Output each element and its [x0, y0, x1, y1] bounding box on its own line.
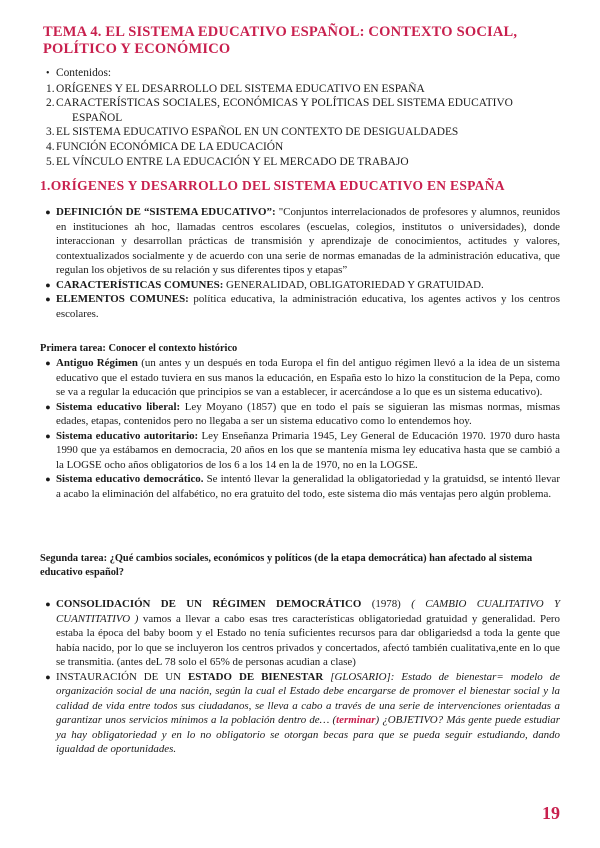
characteristics-label: CARACTERÍSTICAS COMUNES:	[56, 278, 224, 291]
item-label: Sistema educativo democrático.	[56, 473, 204, 485]
contents-heading-row	[46, 66, 566, 82]
list-item	[40, 597, 560, 670]
contents-item-number: 1.	[46, 82, 55, 95]
contents-item-text: ESPAÑOL	[72, 111, 123, 124]
item-label: Antiguo Régimen	[56, 357, 138, 369]
item-glossary: [GLOSARIO]: Estado de bienestar= modelo de organización social de una nación, según la cual el Estado debe encargarse de promover el bienestar social y la calidad de vida entre todos sus ciudadanos, se lleva a cabo a través de una serie de intervenciones orientadas a garantizar unos servicios mínimos a la población dentro de… (	[56, 670, 561, 726]
bullet-icon: ●	[45, 401, 51, 412]
item-label: CONSOLIDACIÓN DE UN RÉGIMEN DEMOCRÁTICO	[56, 598, 362, 610]
elements-label: ELEMENTOS COMUNES:	[56, 293, 189, 305]
contents-item-continuation	[46, 111, 566, 126]
contents-item-number: 5.	[46, 155, 55, 168]
page-number: 19	[542, 803, 560, 823]
item-annotation: ( CAMBIO CUALITATIVO Y CUANTITATIVO )	[56, 598, 560, 625]
list-item	[40, 205, 560, 278]
bullet-icon	[46, 66, 56, 82]
contents-item-text: EL VÍNCULO ENTRE LA EDUCACIÓN Y EL MERCADO DE TRABAJO	[56, 155, 409, 168]
contents-item	[46, 140, 566, 155]
contents-item-text: ORÍGENES Y EL DESARROLLO DEL SISTEMA EDUCATIVO EN ESPAÑA	[56, 82, 425, 95]
task2-body	[40, 597, 560, 757]
contents-item	[46, 82, 566, 97]
item-year: (1978)	[361, 598, 412, 610]
characteristics-text: GENERALIDAD, OBLIGATORIEDAD Y GRATUIDAD.	[223, 278, 484, 291]
item-text: vamos a llevar a cabo esas tres características obligatoriedad gratuidad y generalidad. Pero estaba la época del baby boom y el Estado no tenía suficientes recursos para dar obligariedsd a toda la gente que había nacido, por lo que se incluyeron los centros privados y concertados, afectó también cualitativa,ente en lo que se transmitia. (antes deL 78 solo el 65% de personas acudian a clase)	[56, 612, 560, 668]
contents-item-text: CARACTERÍSTICAS SOCIALES, ECONÓMICAS Y POLÍTICAS DEL SISTEMA EDUCATIVO	[56, 97, 513, 110]
item-label: ESTADO DE BIENESTAR	[188, 670, 324, 683]
contents-item-text: FUNCIÓN ECONÓMICA DE LA EDUCACIÓN	[56, 140, 284, 153]
task1-body	[40, 356, 560, 501]
item-text: Ley Moyano (1857) que en todo el país se siguieran las mismas normas, mismas edades, etapas, contenidos pero no llegaba a ser un sistema educativo como lo entendemos hoy.	[56, 400, 560, 427]
contents-item	[46, 96, 566, 111]
list-item	[40, 670, 560, 757]
section-heading: 1.ORÍGENES Y DESARROLLO DEL SISTEMA EDUCATIVO EN ESPAÑA	[40, 178, 505, 193]
bullet-icon: ●	[45, 358, 51, 368]
task1-heading: Primera tarea: Conocer el contexto histórico	[40, 343, 238, 354]
definition-text: "Conjuntos interrelacionados de profesores y alumnos, reunidos en instituciones ah hoc, llamadas centros escolares (escuelas, colegios, institutos o universidades), donde interaccionan y desarrollan prácticas de transmisión y aprendizaje de conocimientos, actitudes y valores, contextualizados socialmente y de acuerdo con una serie de normas emanadas de la administración educativa, que regulan los objetivos de su relación y sus diferentes tipos y etapas”	[56, 206, 560, 276]
list-item	[40, 356, 560, 400]
item-highlight: terminar	[336, 714, 376, 726]
item-label: Sistema educativo autoritario:	[56, 429, 199, 442]
item-text: Ley Enseñanza Primaria 1945, Ley General de Educación 1970. 1970 duro hasta 1990 que ya estábamos en democracia, 20 años en los que se mantenía misma ley educativa hasta que se cambió a la LOGSE ocho años obligatorios de los 6 a los 14 en la de 1970, no en la LOGSE.	[56, 429, 560, 471]
bullet-icon: ●	[45, 430, 51, 441]
contents-item	[46, 125, 566, 140]
item-label: Sistema educativo liberal:	[56, 400, 181, 413]
definition-label: DEFINICIÓN DE “SISTEMA EDUCATIVO”:	[56, 206, 276, 218]
item-text: (un antes y un después en toda Europa el fin del antiguo régimen llevó a la idea de un sistema educativo que el estado tuviera en sus manos la educación, en España esto lo hizo la constitucion de la Pepa, como se va a regular la educación que principios se van a establecer, ir acercándose a lo que es un sistema educativo).	[56, 357, 560, 398]
list-item	[40, 292, 560, 321]
bullet-icon: ●	[45, 279, 51, 290]
item-objective: ) ¿OBJETIVO? Más gente puede estudiar ya hay obligatoriedad y en lo no obligatorio se otorgan becas para que se pueda seguir estudiando, dando igualdad de oportunidades.	[56, 714, 560, 755]
list-item	[40, 278, 560, 293]
spacer	[46, 111, 56, 126]
contents-item-number: 3.	[46, 126, 55, 139]
document-title: TEMA 4. EL SISTEMA EDUCATIVO ESPAÑOL: CONTEXTO SOCIAL, POLÍTICO Y ECONÓMICO	[43, 24, 518, 57]
item-prefix: INSTAURACIÓN DE UN	[56, 670, 189, 683]
bullet-icon: ●	[45, 207, 51, 217]
task2-heading: Segunda tarea: ¿Qué cambios sociales, económicos y políticos (de la etapa democrática) han afectado al sistema educativo español?	[40, 553, 533, 578]
item-text: Se intentó llevar la generalidad la obligatoriedad y la gratuidsd, se intentó llevar a acabo la eliminación del alfabético, no era gratuito del todo, este sistema dio más ventajas pero algún problema.	[56, 473, 560, 500]
list-item	[40, 400, 560, 429]
bullet-icon: ●	[45, 474, 51, 484]
contents-list	[46, 66, 566, 169]
bullet-icon: ●	[45, 294, 51, 304]
elements-text: política educativa, la administración educativa, los agentes activos y los centros escolares.	[56, 293, 560, 320]
bullet-icon: ●	[45, 599, 51, 609]
list-item	[40, 472, 560, 501]
bullet-icon: ●	[45, 671, 51, 682]
contents-item	[46, 155, 566, 170]
list-item	[40, 429, 560, 473]
contents-item-text: EL SISTEMA EDUCATIVO ESPAÑOL EN UN CONTEXTO DE DESIGUALDADES	[56, 126, 459, 139]
contents-item-number: 2.	[46, 97, 55, 110]
section1-body	[40, 205, 560, 321]
contents-heading: Contenidos:	[56, 67, 112, 79]
contents-item-number: 4.	[46, 140, 55, 153]
